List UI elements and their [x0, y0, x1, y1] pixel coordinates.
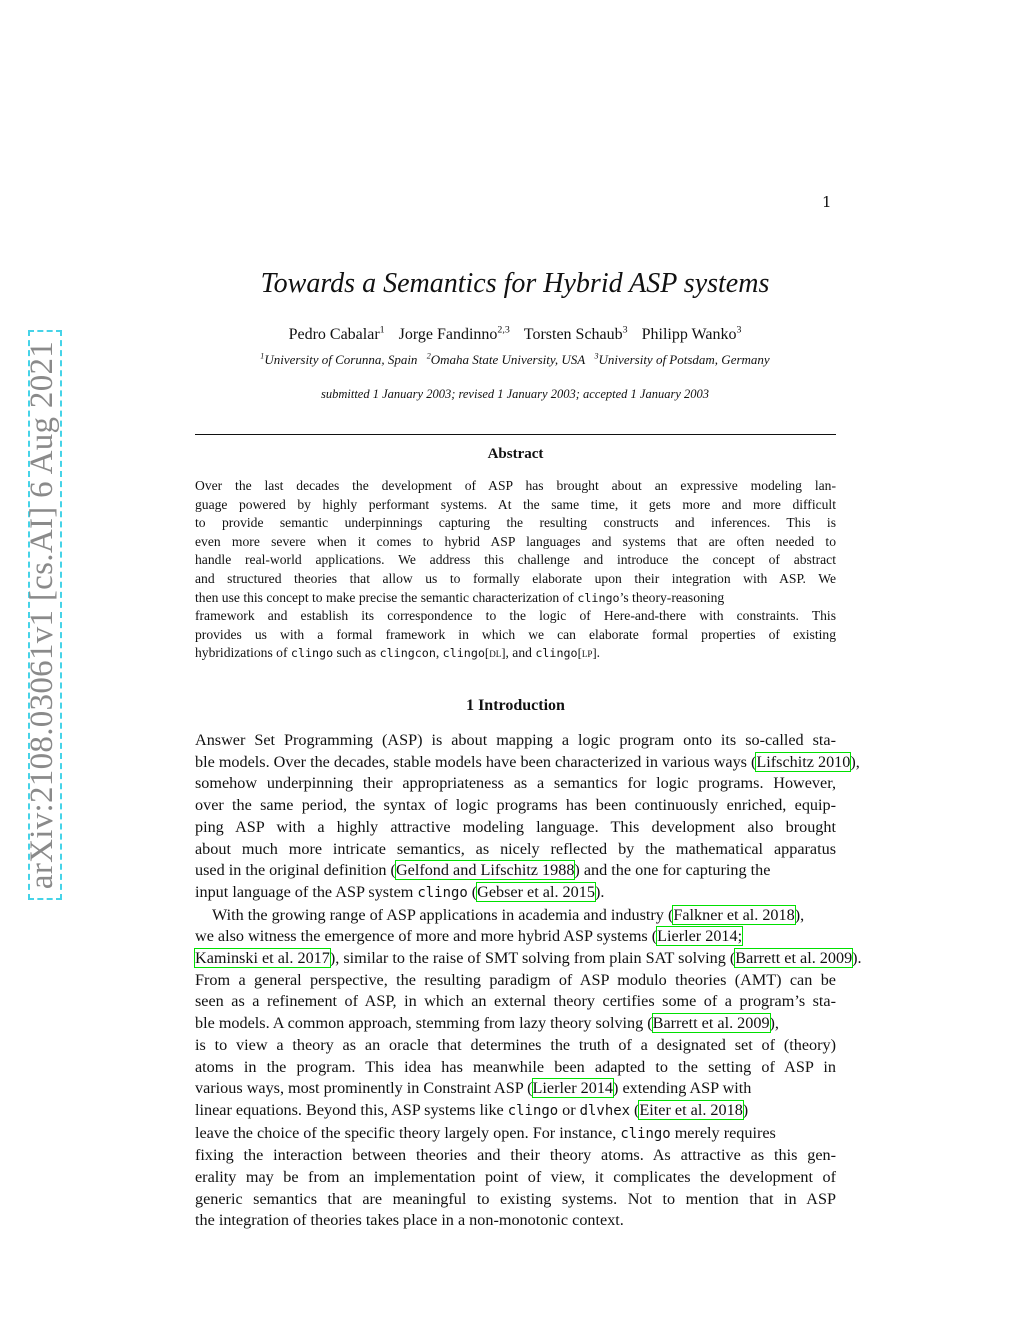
- abstract-line: to provide semantic underpinnings capturing the resulting constructs and inferences. This is: [195, 515, 836, 531]
- citation-link[interactable]: Lifschitz 2010: [756, 752, 851, 771]
- abstract-rule: [195, 434, 836, 435]
- intro-line: leave the choice of the specific theory largely open. For instance, clingo merely requires: [195, 1123, 776, 1142]
- intro-line: various ways, most prominently in Constraint ASP (Lierler 2014) extending ASP with: [195, 1079, 752, 1098]
- intro-line: over the same period, the syntax of logic programs has been continuously enriched, equip-: [195, 796, 836, 815]
- submission-dates: submitted 1 January 2003; revised 1 January 2003; accepted 1 January 2003: [321, 387, 709, 401]
- abstract-line: guage powered by highly performant systems. At the same time, it gets more and more difficult: [195, 496, 836, 512]
- citation-link[interactable]: Falkner et al. 2018: [673, 905, 795, 924]
- abstract-line: even more severe when it comes to hybrid ASP languages and systems that are often needed to: [195, 533, 836, 549]
- paper-title: Towards a Semantics for Hybrid ASP systems: [260, 268, 770, 299]
- author: Torsten Schaub$^3$: [523, 324, 628, 343]
- intro-line: Kaminski et al. 2017), similar to the raise of SMT solving from plain SAT solving (Barrett et al. 2009).: [195, 949, 862, 968]
- code-clingo: clingo: [577, 590, 620, 605]
- arxiv-identifier[interactable]: arXiv:2108.03061v1 [cs.AI] 6 Aug 2021: [24, 340, 60, 890]
- abstract-body: [195, 477, 836, 663]
- intro-line: input language of the ASP system clingo (Gebser et al. 2015).: [195, 882, 605, 901]
- page-number: 1: [822, 193, 832, 211]
- section-heading: 1 Introduction: [466, 697, 565, 714]
- affiliation: $^3$University of Potsdam, Germany: [594, 351, 770, 367]
- intro-line: somehow underpinning their appropriateness as a semantics for logic programs. However,: [195, 774, 836, 793]
- intro-line: erality may be from an implementation point of view, it complicates the development of: [195, 1168, 836, 1187]
- intro-line: atoms in the program. This idea has meanwhile been adapted to the setting of ASP in: [195, 1057, 836, 1076]
- abstract-line: and structured theories that allow us to formally elaborate upon their integration with ASP. We: [195, 570, 836, 586]
- citation-link[interactable]: Lierler 2014;: [657, 927, 743, 946]
- intro-line: Answer Set Programming (ASP) is about mapping a logic program onto its so-called sta-: [195, 731, 836, 749]
- abstract-heading: Abstract: [487, 446, 544, 462]
- intro-line: ble models. Over the decades, stable models have been characterized in various ways (Lifschitz 2010),: [195, 752, 860, 771]
- author: Pedro Cabalar$^1$: [288, 324, 385, 343]
- citation-link[interactable]: Gebser et al. 2015: [477, 882, 595, 901]
- citation-link[interactable]: Barrett et al. 2009: [652, 1014, 770, 1033]
- abstract-line: handle real-world applications. We address this challenge and introduce the concept of abstract: [195, 552, 836, 568]
- abstract-line: provides us with a formal framework in which we can elaborate formal properties of existing: [195, 626, 836, 642]
- intro-line: ble models. A common approach, stemming from lazy theory solving (Barrett et al. 2009),: [195, 1014, 779, 1033]
- author: Jorge Fandinno$^{2,3}$: [398, 324, 510, 343]
- author-list: [195, 326, 835, 344]
- affiliation-list: [190, 352, 840, 368]
- citation-link[interactable]: Eiter et al. 2018: [639, 1100, 743, 1119]
- affiliation: $^2$Omaha State University, USA: [426, 351, 586, 367]
- intro-line: linear equations. Beyond this, ASP systems like clingo or dlvhex (Eiter et al. 2018): [195, 1100, 749, 1119]
- intro-line: the integration of theories takes place in a non-monotonic context.: [195, 1211, 624, 1230]
- citation-link[interactable]: Kaminski et al. 2017: [195, 949, 330, 968]
- affiliation: $^1$University of Corunna, Spain: [260, 351, 418, 367]
- intro-line: ping ASP with a highly attractive modeling language. This development also brought: [195, 817, 836, 836]
- abstract-line: Over the last decades the development of ASP has brought about an expressive modeling lan-: [195, 478, 836, 493]
- citation-link[interactable]: Gelfond and Lifschitz 1988: [395, 861, 575, 880]
- abstract-line: framework and establish its correspondence to the logic of Here-and-there with constraints. This: [195, 608, 836, 624]
- intro-line: With the growing range of ASP applications in academia and industry (Falkner et al. 2018),: [212, 905, 805, 924]
- intro-line: fixing the interaction between theories and their theory atoms. As attractive as this gen-: [195, 1146, 836, 1165]
- introduction-body: [195, 730, 862, 1232]
- intro-line: we also witness the emergence of more and more hybrid ASP systems (Lierler 2014;: [195, 927, 743, 946]
- citation-link[interactable]: Barrett et al. 2009: [735, 949, 853, 968]
- author: Philipp Wanko$^3$: [641, 324, 742, 343]
- intro-line: generic semantics that are meaningful to existing systems. Not to mention that in ASP: [195, 1189, 836, 1208]
- intro-line: From a general perspective, the resulting paradigm of ASP modulo theories (AMT) can be: [195, 970, 836, 989]
- abstract-line: then use this concept to make precise the semantic characterization of clingo’s theory-reasoning: [195, 589, 725, 605]
- abstract-line: hybridizations of clingo such as clingcon, clingo[dl], and clingo[lp].: [195, 645, 601, 661]
- intro-line: is to view a theory as an oracle that determines the truth of a designated set of (theory): [195, 1035, 836, 1054]
- intro-line: about much more intricate semantics, as nicely reflected by the mathematical apparatus: [195, 839, 836, 858]
- intro-line: seen as a refinement of ASP, in which an external theory certifies some of a program’s sta-: [195, 992, 836, 1011]
- citation-link[interactable]: Lierler 2014: [532, 1079, 614, 1098]
- intro-line: used in the original definition (Gelfond and Lifschitz 1988) and the one for capturing the: [195, 861, 771, 880]
